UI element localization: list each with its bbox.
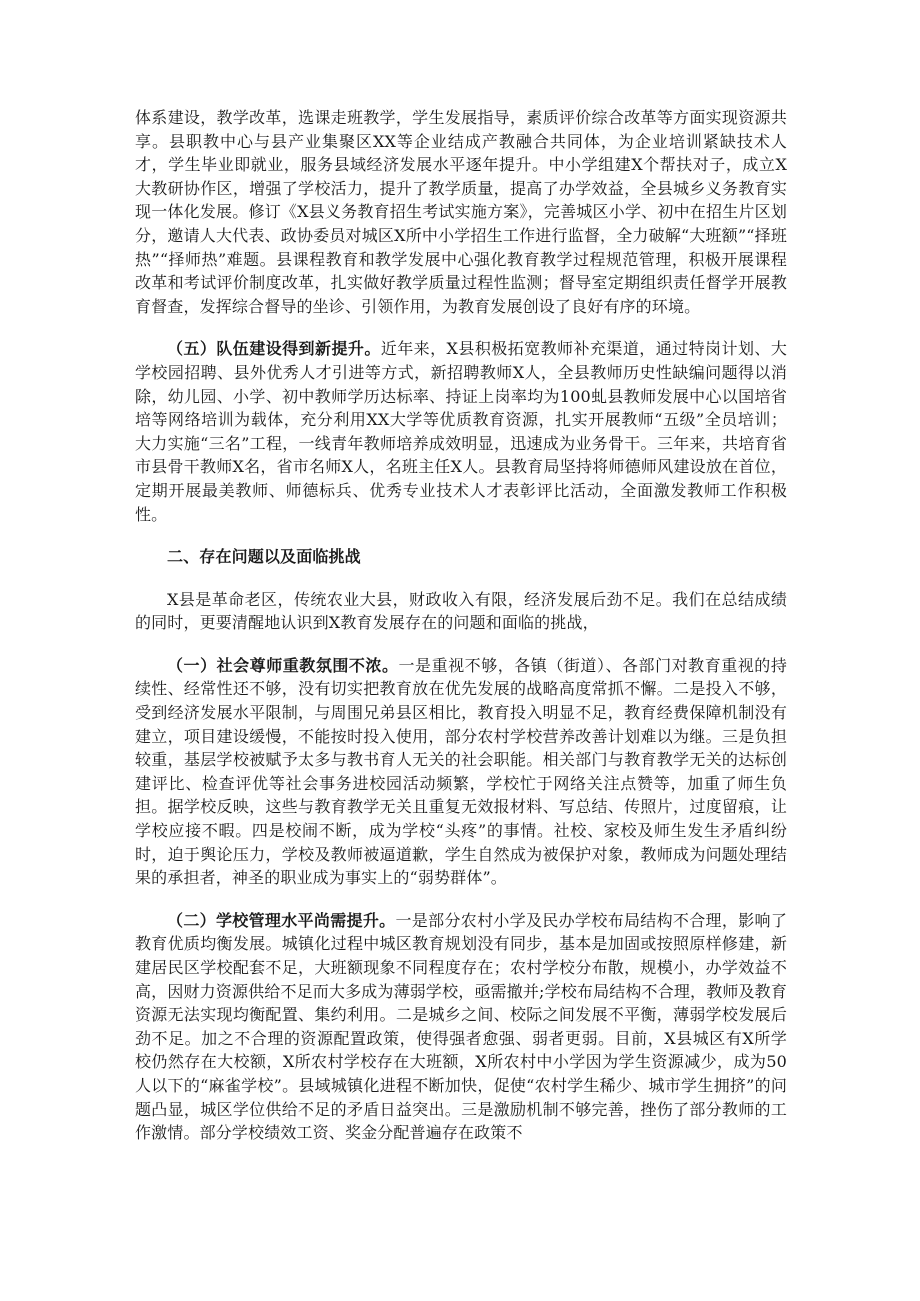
paragraph-intro-problems: X县是革命老区，传统农业大县，财政收入有限，经济发展后劲不足。我们在总结成绩的同时，更要清醒地认识到X教育发展存在的问题和面临的挑战， xyxy=(135,589,787,633)
paragraph-social-respect xyxy=(135,654,787,890)
document-page xyxy=(135,106,787,1145)
paragraph-gap xyxy=(135,635,787,654)
paragraph-gap xyxy=(135,569,787,588)
paragraph-gap xyxy=(135,890,787,909)
paragraph-school-management xyxy=(135,909,787,1145)
section-heading-social-respect: （一）社会尊师重教氛围不浓。 xyxy=(167,655,399,675)
paragraph-school-management-body: 一是部分农村小学及民办学校布局结构不合理，影响了教育优质均衡发展。城镇化过程中城区教育规划没有同步，基本是加固或按照原样修建，新建居民区学校配套不足，大班额现象不同程度存在；农村学校分布散，规模小，办学效益不高，因财力资源供给不足而大多成为薄弱学校，亟需撤并;学校布局结构不合理，教师及教育资源无法实现均衡配置、集约利用。二是城乡之间、校际之间发展不平衡，薄弱学校发展后劲不足。加之不合理的资源配置政策，使得强者愈强、弱者更弱。目前，X县城区有X所学校仍然存在大校额，X所农村学校存在大班额，X所农村中小学因为学生资源减少，成为50人以下的“麻雀学校”。县域城镇化进程不断加快，促使“农村学生稀少、城市学生拥挤”的问题凸显，城区学位供给不足的矛盾日益突出。三是激励机制不够完善，挫伤了部分教师的工作激情。部分学校绩效工资、奖金分配普遍存在政策不 xyxy=(135,910,787,1143)
section-heading-team-building: （五）队伍建设得到新提升。 xyxy=(167,339,381,359)
section-heading-school-management: （二）学校管理水平尚需提升。 xyxy=(167,910,396,930)
paragraph-resource-sharing: 体系建设，教学改革，选课走班教学，学生发展指导，素质评价综合改革等方面实现资源共享。县职教中心与县产业集聚区XX等企业结成产教融合共同体，为企业培训紧缺技术人才，学生毕业即就业，服务县域经济发展水平逐年提升。中小学组建X个帮扶对子，成立X大教研协作区，增强了学校活力，提升了教学质量，提高了办学效益，全县城乡义务教育实现一体化发展。修订《X县义务教育招生考试实施方案》，完善城区小学、初中在招生片区划分，邀请人大代表、政协委员对城区X所中小学招生工作进行监督，全力破解“大班额”“择班热”“择师热”难题。县课程教育和教学发展中心强化教育教学过程规范管理，积极开展课程改革和考试评价制度改革，扎实做好教学质量过程性监测；督导室定期组织责任督学开展教育督查，发挥综合督导的坐诊、引领作用，为教育发展创设了良好有序的环境。 xyxy=(135,108,787,316)
paragraph-gap xyxy=(135,318,787,337)
paragraph-social-respect-body: 一是重视不够，各镇（街道）、各部门对教育重视的持续性、经常性还不够，没有切实把教育放在优先发展的战略高度常抓不懈。二是投入不够，受到经济发展水平限制，与周围兄弟县区相比，教育投入明显不足，教育经费保障机制没有建立，项目建设缓慢，不能按时投入使用，部分农村学校营养改善计划难以为继。三是负担较重，基层学校被赋予太多与教书育人无关的社会职能。相关部门与教育教学无关的达标创建评比、检查评优等社会事务进校园活动频繁，学校忙于网络关注点赞等，加重了师生负担。据学校反映，这些与教育教学无关且重复无效报材料、写总结、传照片，过度留痕，让学校应接不暇。四是校闹不断，成为学校“头疼”的事情。社校、家校及师生发生矛盾纠纷时，迫于舆论压力，学校及教师被逼道歉，学生自然成为被保护对象，教师成为问题处理结果的承担者，神圣的职业成为事实上的“弱势群体”。 xyxy=(135,655,787,888)
paragraph-team-building-body: 近年来，X县积极拓宽教师补充渠道，通过特岗计划、大学校园招聘、县外优秀人才引进等方式，新招聘教师X人，全县教师历史性缺编问题得以消除，幼儿园、小学、初中教师学历达标率、持证上岗率均为100虬县教师发展中心以国培省培等网络培训为载体，充分利用XX大学等优质教育资源，扎实开展教师“五级”全员培训；大力实施“三名”工程，一线青年教师培养成效明显，迅速成为业务骨干。三年来，共培育省市县骨干教师X名，省市名师X人，名班主任X人。县教育局坚持将师德师风建设放在首位，定期开展最美教师、师德标兵、优秀专业技术人才表彰评比活动，全面激发教师工作积极性。 xyxy=(135,339,787,524)
chapter-heading-problems: 二、存在问题以及面临挑战 xyxy=(167,547,361,567)
paragraph-team-building xyxy=(135,337,787,526)
paragraph-gap xyxy=(135,526,787,545)
